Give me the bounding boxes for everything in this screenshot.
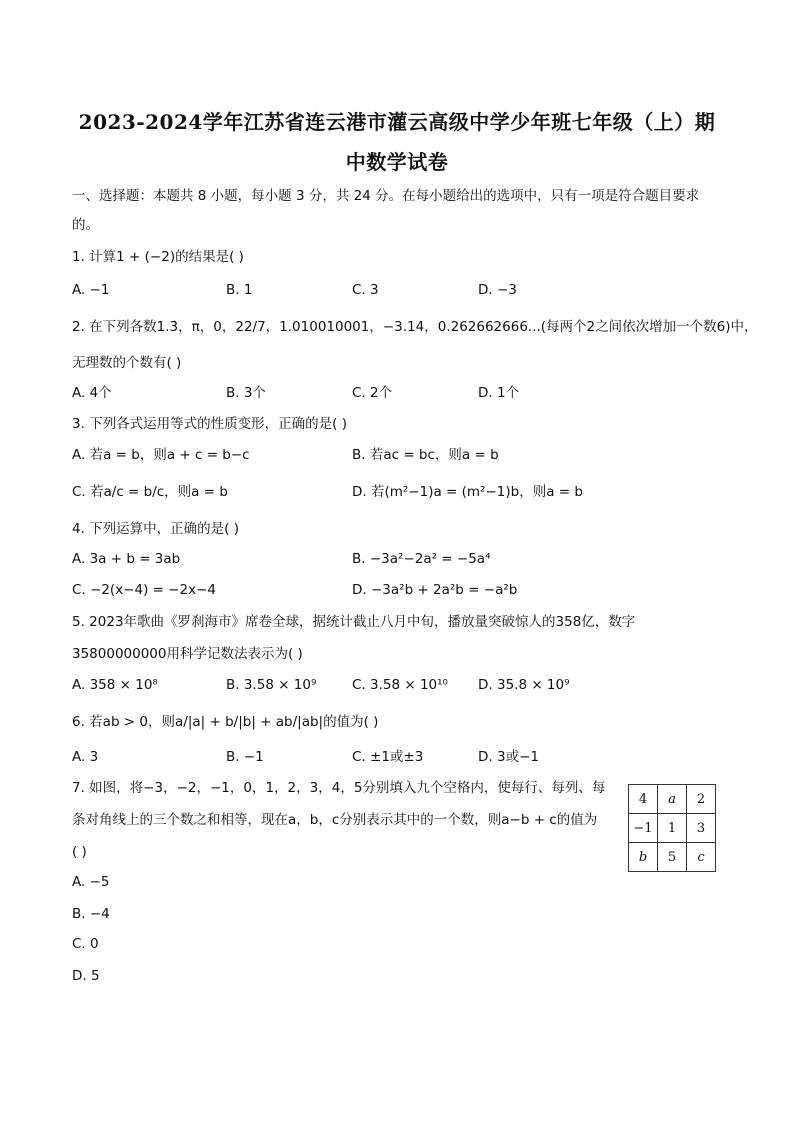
question-7-stem-line3: ( ) bbox=[72, 844, 87, 860]
question-1-option-c: C. 3 bbox=[352, 282, 379, 298]
question-3-stem: 3. 下列各式运用等式的性质变形，正确的是( ) bbox=[72, 416, 347, 432]
question-7-option-d: D. 5 bbox=[72, 968, 100, 984]
question-1-option-b: B. 1 bbox=[226, 282, 253, 298]
question-5-stem-line2: 35800000000用科学记数法表示为( ) bbox=[72, 646, 303, 662]
question-7-stem-line2: 条对角线上的三个数之和相等，现在a，b，c分别表示其中的一个数，则a−b + c的值为 bbox=[72, 812, 598, 828]
question-4-option-b: B. −3a²−2a² = −5a⁴ bbox=[352, 551, 491, 567]
question-6-option-a: A. 3 bbox=[72, 749, 99, 765]
question-4-option-a: A. 3a + b = 3ab bbox=[72, 551, 181, 567]
question-2-option-c: C. 2个 bbox=[352, 385, 393, 401]
question-3-option-d: D. 若(m²−1)a = (m²−1)b，则a = b bbox=[352, 484, 583, 500]
question-4-stem: 4. 下列运算中，正确的是( ) bbox=[72, 521, 239, 537]
question-5-option-b: B. 3.58 × 10⁹ bbox=[226, 677, 317, 693]
grid-cell: 4 bbox=[629, 785, 658, 814]
exam-title-line1: 2023-2024学年江苏省连云港市灌云高级中学少年班七年级（上）期 bbox=[78, 110, 716, 134]
question-6-option-d: D. 3或−1 bbox=[478, 749, 539, 765]
question-6-option-c: C. ±1或±3 bbox=[352, 749, 424, 765]
question-4-option-c: C. −2(x−4) = −2x−4 bbox=[72, 582, 217, 598]
question-1-option-a: A. −1 bbox=[72, 282, 110, 298]
question-5-stem-line1: 5. 2023年歌曲《罗刹海市》席卷全球，据统计截止八月中旬，播放量突破惊人的358亿，数字 bbox=[72, 614, 636, 630]
question-1-stem: 1. 计算1 + (−2)的结果是( ) bbox=[72, 249, 244, 265]
grid-cell: 2 bbox=[687, 785, 716, 814]
grid-cell: 5 bbox=[658, 843, 687, 872]
exam-title-line2: 中数学试卷 bbox=[345, 150, 449, 174]
question-3-option-b: B. 若ac = bc，则a = b bbox=[352, 447, 499, 463]
question-5-option-d: D. 35.8 × 10⁹ bbox=[478, 677, 570, 693]
question-7-stem-line1: 7. 如图，将−3，−2，−1，0，1，2，3，4，5分别填入九个空格内，使每行、每列、每 bbox=[72, 780, 606, 796]
magic-square-grid bbox=[628, 784, 716, 872]
question-6-option-b: B. −1 bbox=[226, 749, 264, 765]
question-6-stem: 6. 若ab > 0，则a/|a| + b/|b| + ab/|ab|的值为( ) bbox=[72, 714, 379, 730]
question-3-option-c: C. 若a/c = b/c，则a = b bbox=[72, 484, 228, 500]
grid-cell: −1 bbox=[629, 814, 658, 843]
question-5-option-c: C. 3.58 × 10¹⁰ bbox=[352, 677, 448, 693]
grid-row bbox=[629, 785, 716, 814]
grid-cell: c bbox=[687, 843, 716, 872]
question-2-option-d: D. 1个 bbox=[478, 385, 520, 401]
question-2-option-a: A. 4个 bbox=[72, 385, 112, 401]
section-heading-line1: 一、选择题：本题共 8 小题，每小题 3 分，共 24 分。在每小题给出的选项中，只有一项是符合题目要求 bbox=[72, 188, 700, 204]
grid-row bbox=[629, 843, 716, 872]
section-heading-line2: 的。 bbox=[72, 217, 99, 233]
question-2-stem-line1: 2. 在下列各数1.3̇，π，0，22/7，1.010010001，−3.14，0.262662666...(每两个2之间依次增加一个数6)中， bbox=[72, 319, 758, 335]
grid-cell: b bbox=[629, 843, 658, 872]
grid-cell: a bbox=[658, 785, 687, 814]
question-2-stem-line2: 无理数的个数有( ) bbox=[72, 355, 182, 371]
question-7-option-b: B. −4 bbox=[72, 906, 110, 922]
question-1-option-d: D. −3 bbox=[478, 282, 517, 298]
question-7-option-a: A. −5 bbox=[72, 874, 110, 890]
question-7-option-c: C. 0 bbox=[72, 936, 99, 952]
question-4-option-d: D. −3a²b + 2a²b = −a²b bbox=[352, 582, 518, 598]
question-3-option-a: A. 若a = b，则a + c = b−c bbox=[72, 447, 250, 463]
question-2-option-b: B. 3个 bbox=[226, 385, 266, 401]
grid-row bbox=[629, 814, 716, 843]
grid-cell: 3 bbox=[687, 814, 716, 843]
grid-cell: 1 bbox=[658, 814, 687, 843]
question-5-option-a: A. 358 × 10⁸ bbox=[72, 677, 158, 693]
